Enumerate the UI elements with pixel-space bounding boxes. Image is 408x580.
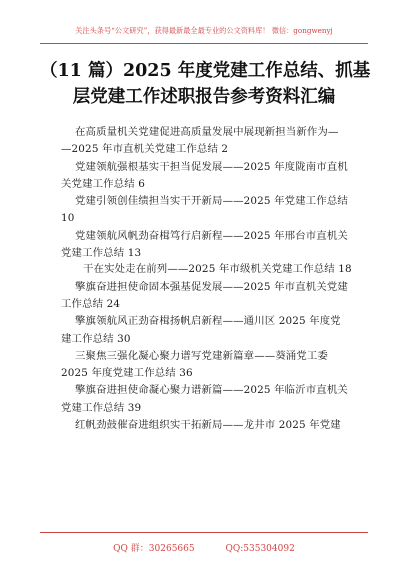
toc-entry: [61, 382, 356, 417]
toc-entry: [61, 313, 356, 348]
toc-entry-line: 干在实处走在前列——2025 年市级机关党建工作总结 18: [83, 263, 352, 276]
toc-entry: [61, 348, 356, 383]
toc-entry-line: 工作总结 24: [61, 297, 121, 310]
toc-entry-line: 擎旗奋进担使命凝心聚力谱新篇——2025 年临沂市直机关: [75, 384, 348, 397]
header-divider: [40, 43, 368, 44]
toc-entry-line: 建工作总结 30: [61, 332, 131, 345]
toc-entry-line: 党建引领创佳绩担当实干开新局——2025 年党建工作总结: [75, 195, 348, 208]
footer-divider: [40, 532, 368, 533]
toc-entry: [61, 193, 356, 228]
toc-entry-line: 党建工作总结 39: [61, 401, 142, 414]
toc-entry-line: 红帆劲鼓催奋进组织实干拓新局——龙井市 2025 年党建: [75, 419, 341, 432]
toc-entry-line: 在高质量机关党建促进高质量发展中展现新担当新作为—: [75, 126, 339, 138]
footer-qq: QQ:535304092: [225, 544, 295, 554]
toc-entry: [61, 228, 356, 263]
page-footer: [40, 541, 368, 554]
toc-entry-line: 10: [61, 212, 75, 225]
toc-entry: [61, 159, 356, 194]
toc-entry-line: 擎旗领航风正劲奋楫扬帆启新程——通川区 2025 年度党: [75, 315, 341, 328]
title-line-1: （11 篇）2025 年度党建工作总结、抓基: [40, 61, 371, 81]
document-title: [40, 58, 371, 110]
toc-entry-line: 2025 年度党建工作总结 36: [61, 367, 193, 380]
toc-entry: [61, 124, 356, 159]
page-header-notice: 关注头条号“公文研究”，获得最新最全最专业的公文资料库！ 微信：gongwenyj: [75, 26, 333, 35]
toc-entry-line: 党建工作总结 13: [61, 247, 142, 260]
footer-qq-group: QQ 群：30265665: [113, 544, 195, 554]
title-line-2: 层党建工作述职报告参考资料汇编: [72, 87, 336, 107]
toc-entry-line: 关党建工作总结 6: [61, 177, 145, 190]
table-of-contents: [61, 124, 356, 434]
toc-entry: [61, 417, 356, 434]
toc-entry-line: 三聚焦三强化凝心聚力谱写党建新篇章——葵涌党工委: [75, 349, 328, 362]
toc-entry-line: 党建领航风帆劲奋楫笃行启新程——2025 年邢台市直机关: [75, 229, 348, 242]
toc-entry-line: 擎旗奋进担使命固本强基促发展——2025 年市直机关党建: [75, 280, 348, 293]
toc-entry-line: 党建领航强根基实干担当促发展——2025 年度陇南市直机: [75, 160, 348, 173]
toc-entry-line: —2025 年市直机关党建工作总结 2: [61, 143, 229, 156]
toc-entry: [61, 279, 356, 314]
toc-entry: [61, 261, 356, 278]
